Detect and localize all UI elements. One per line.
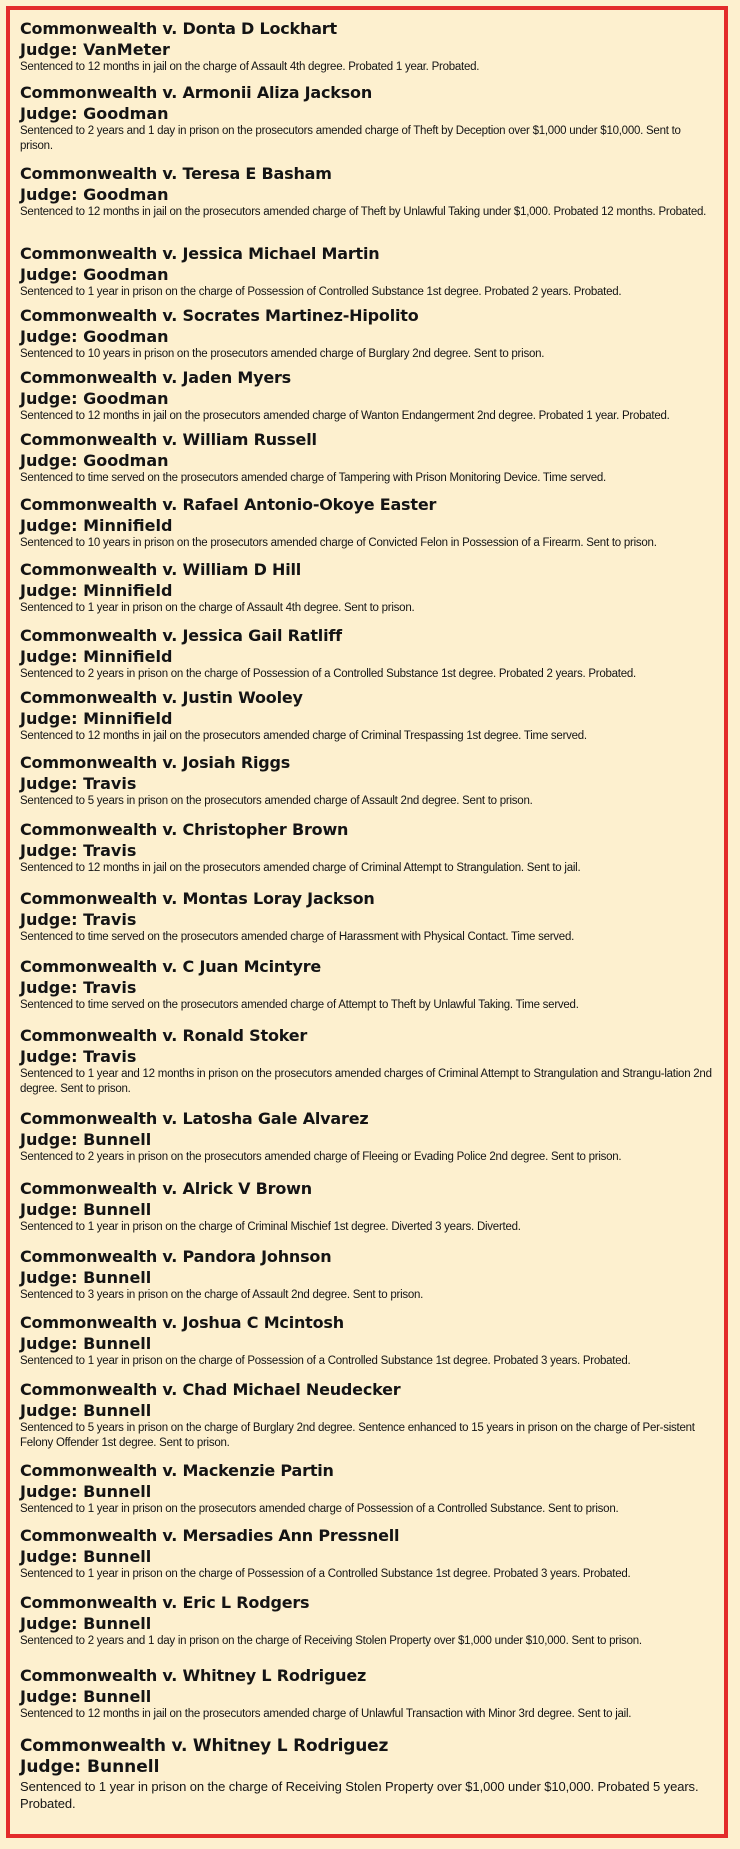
judge-name: Judge: Bunnell [20, 1687, 152, 1706]
case-title: Commonwealth v. Mackenzie Partin [20, 1461, 334, 1480]
judge-name: Judge: Travis [20, 910, 137, 929]
judge-name: Judge: Minnifield [20, 581, 173, 600]
case-title: Commonwealth v. Christopher Brown [20, 820, 349, 839]
judge-name: Judge: Travis [20, 1047, 137, 1066]
sentence-text: Sentenced to 1 year and 12 months in prison on the prosecutors amended charges of Criminal Attempt to Strangulation and Strangu-lation 2nd degree. Sent to prison. [20, 1068, 712, 1095]
case-title: Commonwealth v. Armonii Aliza Jackson [20, 83, 373, 102]
judge-name: Judge: Bunnell [20, 1757, 160, 1777]
case-entry [20, 367, 716, 424]
case-entry [20, 1460, 716, 1517]
listing-frame [6, 6, 728, 1838]
case-entry [20, 82, 716, 154]
sentence-text: Sentenced to 1 year in prison on the prosecutors amended charge of Possession of a Controlled Substance. Sent to prison. [20, 1503, 619, 1515]
case-entry [20, 559, 716, 616]
case-title: Commonwealth v. Pandora Johnson [20, 1247, 332, 1266]
judge-name: Judge: Bunnell [20, 1482, 152, 1501]
case-entry [20, 1665, 716, 1722]
sentence-text: Sentenced to time served on the prosecutors amended charge of Attempt to Theft by Unlawful Taking. Time served. [20, 999, 579, 1011]
judge-name: Judge: Goodman [20, 327, 169, 346]
case-entry [20, 494, 716, 551]
judge-name: Judge: Goodman [20, 389, 169, 408]
sentence-text: Sentenced to 1 year in prison on the charge of Receiving Stolen Property over $1,000 under $10,000. Probated 5 years. Probated. [20, 1779, 699, 1811]
sentence-text: Sentenced to 10 years in prison on the prosecutors amended charge of Convicted Felon in Possession of a Firearm. Sent to prison. [20, 537, 657, 549]
case-entry [20, 625, 716, 682]
sentence-text: Sentenced to 1 year in prison on the charge of Criminal Mischief 1st degree. Diverted 3 years. Diverted. [20, 1221, 521, 1233]
judge-name: Judge: Travis [20, 978, 137, 997]
sentence-text: Sentenced to 2 years and 1 day in prison on the charge of Receiving Stolen Property over $1,000 under $10,000. Sent to prison. [20, 1635, 642, 1647]
case-entry [20, 1312, 716, 1369]
case-title: Commonwealth v. Whitney L Rodriguez [20, 1736, 389, 1756]
case-title: Commonwealth v. Jessica Gail Ratliff [20, 626, 342, 645]
sentence-text: Sentenced to time served on the prosecutors amended charge of Tampering with Prison Monitoring Device. Time served. [20, 472, 606, 484]
case-list [10, 10, 724, 1834]
sentence-text: Sentenced to 1 year in prison on the charge of Assault 4th degree. Sent to prison. [20, 602, 415, 614]
case-entry [20, 1379, 716, 1451]
case-entry [20, 819, 716, 876]
sentence-text: Sentenced to 12 months in jail on the prosecutors amended charge of Criminal Attempt to Strangulation. Sent to jail. [20, 862, 581, 874]
judge-name: Judge: Bunnell [20, 1401, 152, 1420]
judge-name: Judge: Minnifield [20, 516, 173, 535]
sentence-text: Sentenced to 1 year in prison on the charge of Possession of Controlled Substance 1st degree. Probated 2 years. Probated. [20, 286, 622, 298]
case-title: Commonwealth v. Montas Loray Jackson [20, 889, 375, 908]
judge-name: Judge: Bunnell [20, 1200, 152, 1219]
case-title: Commonwealth v. Whitney L Rodriguez [20, 1666, 367, 1685]
sentence-text: Sentenced to 1 year in prison on the charge of Possession of a Controlled Substance 1st degree. Probated 3 years. Probated. [20, 1568, 631, 1580]
case-title: Commonwealth v. Chad Michael Neudecker [20, 1380, 401, 1399]
case-title: Commonwealth v. Mersadies Ann Pressnell [20, 1526, 400, 1545]
judge-name: Judge: Travis [20, 774, 137, 793]
sentence-text: Sentenced to 12 months in jail on the charge of Assault 4th degree. Probated 1 year. Probated. [20, 61, 480, 73]
sentence-text: Sentenced to time served on the prosecutors amended charge of Harassment with Physical Contact. Time served. [20, 931, 575, 943]
sentence-text: Sentenced to 10 years in prison on the prosecutors amended charge of Burglary 2nd degree. Sent to prison. [20, 348, 545, 360]
case-title: Commonwealth v. Latosha Gale Alvarez [20, 1109, 369, 1128]
judge-name: Judge: Bunnell [20, 1614, 152, 1633]
case-entry [20, 1592, 716, 1649]
sentence-text: Sentenced to 1 year in prison on the charge of Possession of a Controlled Substance 1st degree. Probated 3 years. Probated. [20, 1355, 631, 1367]
case-entry [20, 163, 716, 220]
judge-name: Judge: Bunnell [20, 1547, 152, 1566]
case-title: Commonwealth v. Donta D Lockhart [20, 19, 337, 38]
case-entry [20, 752, 716, 809]
case-entry [20, 305, 716, 362]
judge-name: Judge: Goodman [20, 451, 169, 470]
case-title: Commonwealth v. Rafael Antonio-Okoye Easter [20, 495, 437, 514]
case-title: Commonwealth v. Eric L Rodgers [20, 1593, 310, 1612]
judge-name: Judge: Bunnell [20, 1130, 152, 1149]
case-entry [20, 1246, 716, 1303]
judge-name: Judge: Bunnell [20, 1268, 152, 1287]
judge-name: Judge: Travis [20, 841, 137, 860]
sentence-text: Sentenced to 5 years in prison on the prosecutors amended charge of Assault 2nd degree. Sent to prison. [20, 795, 533, 807]
case-title: Commonwealth v. Josiah Riggs [20, 753, 291, 772]
case-entry [20, 429, 716, 486]
judge-name: Judge: Minnifield [20, 709, 173, 728]
case-title: Commonwealth v. Socrates Martinez-Hipolito [20, 306, 419, 325]
judge-name: Judge: Minnifield [20, 647, 173, 666]
case-title: Commonwealth v. Jessica Michael Martin [20, 244, 380, 263]
sentence-text: Sentenced to 2 years and 1 day in prison on the prosecutors amended charge of Theft by Deception over $1,000 under $10,000. Sent to prison. [20, 125, 681, 152]
case-title: Commonwealth v. Teresa E Basham [20, 164, 332, 183]
sentence-text: Sentenced to 5 years in prison on the charge of Burglary 2nd degree. Sentence enhanced to 15 years in prison on the charge of Per-sistent Felony Offender 1st degree. Sent to prison. [20, 1422, 695, 1449]
case-title: Commonwealth v. Justin Wooley [20, 688, 303, 707]
case-title: Commonwealth v. Alrick V Brown [20, 1179, 312, 1198]
case-entry [20, 1736, 716, 1812]
judge-name: Judge: Goodman [20, 104, 169, 123]
sentence-text: Sentenced to 3 years in prison on the charge of Assault 2nd degree. Sent to prison. [20, 1289, 424, 1301]
case-title: Commonwealth v. William Russell [20, 430, 317, 449]
case-entry [20, 1025, 716, 1097]
case-entry [20, 243, 716, 300]
sentence-text: Sentenced to 2 years in prison on the prosecutors amended charge of Fleeing or Evading Police 2nd degree. Sent to prison. [20, 1151, 622, 1163]
sentence-text: Sentenced to 2 years in prison on the charge of Possession of a Controlled Substance 1st degree. Probated 2 years. Probated. [20, 668, 636, 680]
sentence-text: Sentenced to 12 months in jail on the prosecutors amended charge of Wanton Endangerment 2nd degree. Probated 1 year. Probated. [20, 410, 670, 422]
judge-name: Judge: VanMeter [20, 40, 170, 59]
case-entry [20, 1178, 716, 1235]
case-title: Commonwealth v. Ronald Stoker [20, 1026, 308, 1045]
case-entry [20, 18, 716, 75]
case-entry [20, 1108, 716, 1165]
case-entry [20, 888, 716, 945]
case-entry [20, 1525, 716, 1582]
case-entry [20, 687, 716, 744]
sentence-text: Sentenced to 12 months in jail on the prosecutors amended charge of Theft by Unlawful Taking under $1,000. Probated 12 months. Probated. [20, 206, 707, 218]
case-entry [20, 956, 716, 1013]
sentence-text: Sentenced to 12 months in jail on the prosecutors amended charge of Unlawful Transaction with Minor 3rd degree. Sent to jail. [20, 1708, 632, 1720]
judge-name: Judge: Goodman [20, 265, 169, 284]
case-title: Commonwealth v. Jaden Myers [20, 368, 291, 387]
case-title: Commonwealth v. William D Hill [20, 560, 302, 579]
judge-name: Judge: Bunnell [20, 1334, 152, 1353]
judge-name: Judge: Goodman [20, 185, 169, 204]
case-title: Commonwealth v. C Juan Mcintyre [20, 957, 322, 976]
sentence-text: Sentenced to 12 months in jail on the prosecutors amended charge of Criminal Trespassing 1st degree. Time served. [20, 730, 587, 742]
case-title: Commonwealth v. Joshua C Mcintosh [20, 1313, 344, 1332]
